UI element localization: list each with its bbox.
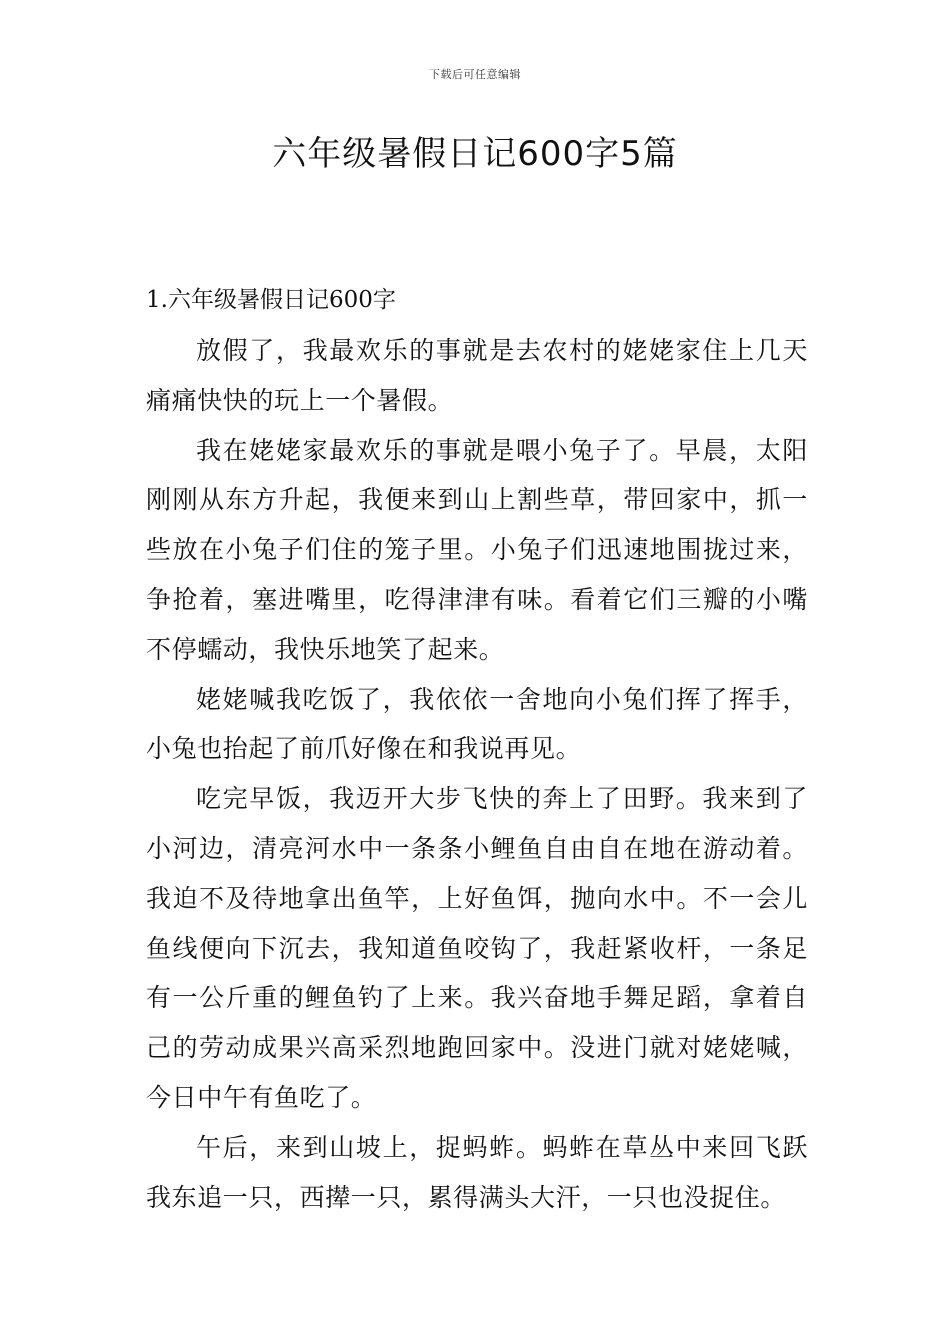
header-note: 下载后可任意编辑	[429, 68, 521, 81]
paragraph: 姥姥喊我吃饭了，我依依一舍地向小兔们挥了挥手，小兔也抬起了前爪好像在和我说再见。	[146, 684, 808, 764]
paragraph: 放假了，我最欢乐的事就是去农村的姥姥家住上几天痛痛快快的玩上一个暑假。	[146, 336, 808, 415]
paragraph: 午后，来到山坡上，捉蚂蚱。蚂蚱在草丛中来回飞跃我东追一只，西撵一只，累得满头大汗，一只也没捉住。	[146, 1132, 808, 1212]
document-title: 六年级暑假日记600字5篇	[272, 134, 678, 174]
document-body	[146, 280, 808, 1222]
paragraph: 吃完早饭，我迈开大步飞快的奔上了田野。我来到了小河边，清亮河水中一条条小鲤鱼自由自在地在游动着。我迫不及待地拿出鱼竿，上好鱼饵，抛向水中。不一会儿鱼线便向下沉去，我知道鱼咬钩了，我赶紧收杆，一条足有一公斤重的鲤鱼钓了上来。我兴奋地手舞足蹈，拿着自己的劳动成果兴高采烈地跑回家中。没进门就对姥姥喊，今日中午有鱼吃了。	[146, 784, 808, 1112]
paragraph: 我在姥姥家最欢乐的事就是喂小兔子了。早晨，太阳刚刚从东方升起，我便来到山上割些草，带回家中，抓一些放在小兔子们住的笼子里。小兔子们迅速地围拢过来，争抢着，塞进嘴里，吃得津津有味。看着它们三瓣的小嘴不停蠕动，我快乐地笑了起来。	[146, 435, 808, 664]
section-heading: 1.六年级暑假日记600字	[146, 287, 396, 313]
